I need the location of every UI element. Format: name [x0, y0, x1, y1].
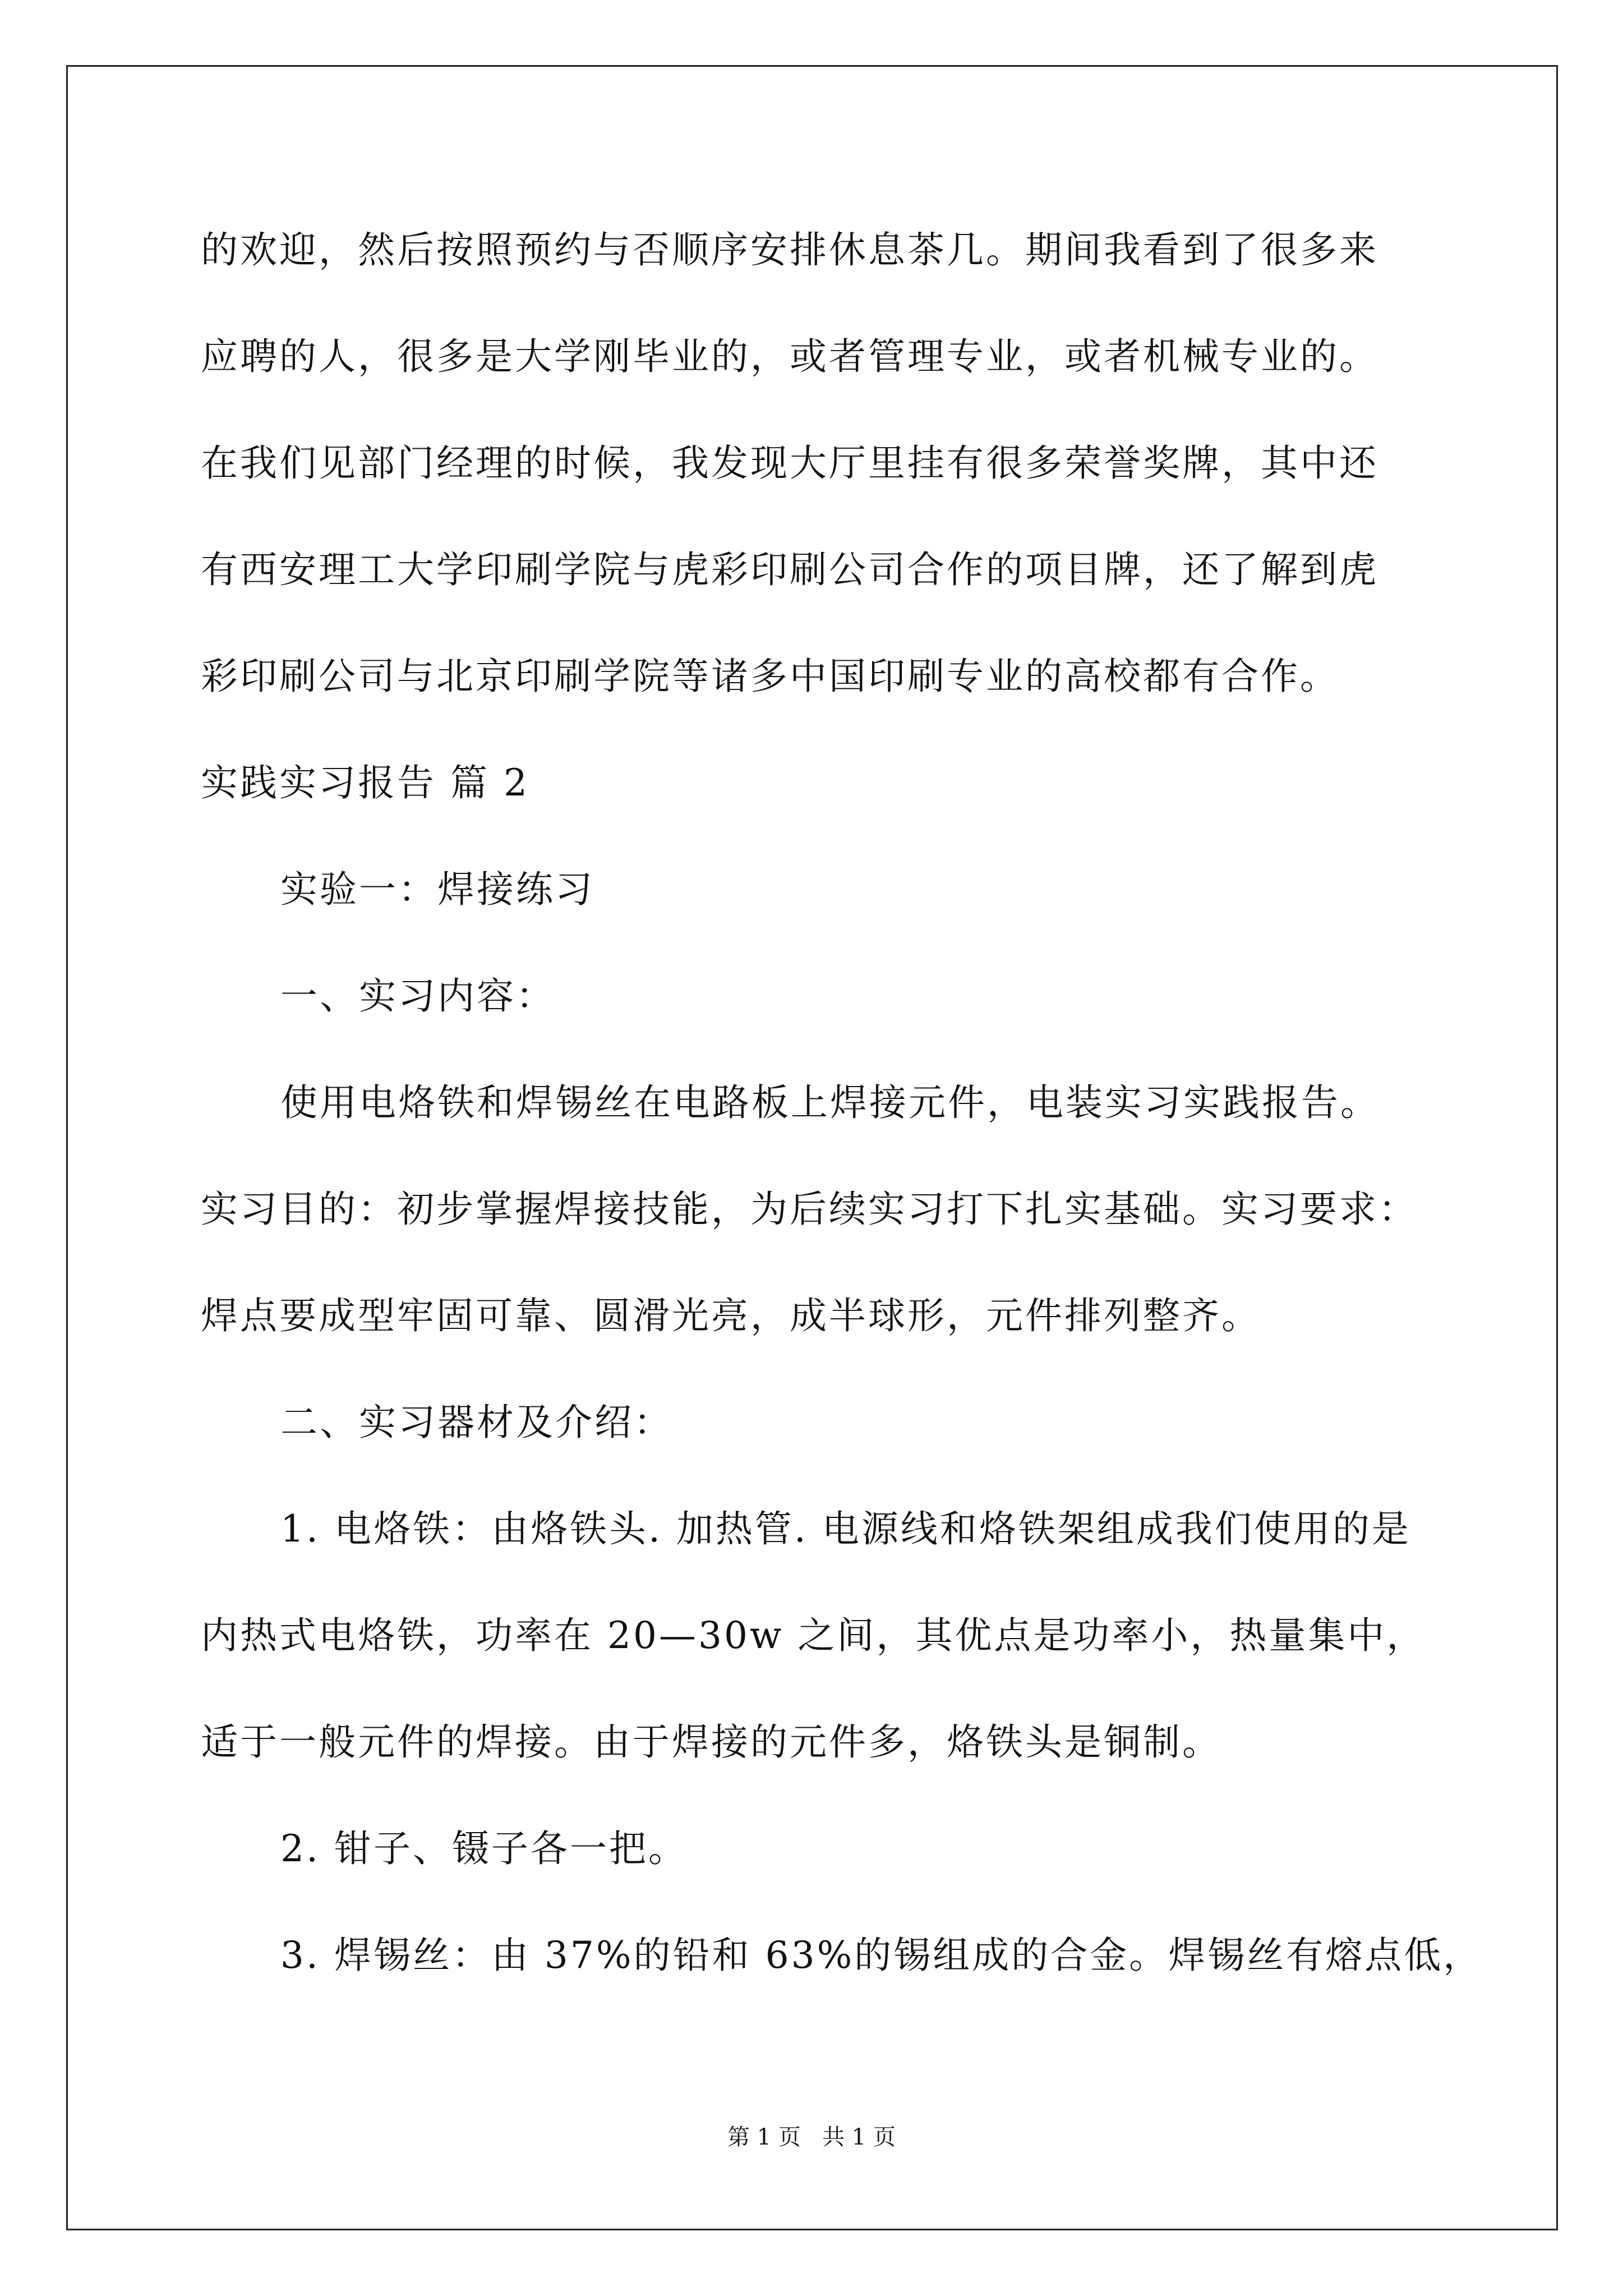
subheading: 实验一：焊接练习	[280, 868, 594, 911]
text-line: 焊点要成型牢固可靠、圆滑光亮，成半球形，元件排列整齐。	[201, 1294, 1261, 1337]
text-line: 应聘的人，很多是大学刚毕业的，或者管理专业，或者机械专业的。	[201, 335, 1378, 378]
text-line: 在我们见部门经理的时候，我发现大厅里挂有很多荣誉奖牌，其中还	[201, 441, 1378, 485]
section-heading: 实践实习报告 篇 2	[201, 761, 529, 804]
list-item: 3. 焊锡丝：由 37%的铅和 63%的锡组成的合金。焊锡丝有熔点低，	[280, 1934, 1483, 1977]
text-line: 适于一般元件的焊接。由于焊接的元件多，烙铁头是铜制。	[201, 1720, 1221, 1764]
list-item: 1. 电烙铁：由烙铁头. 加热管. 电源线和烙铁架组成我们使用的是	[280, 1507, 1411, 1550]
text-line: 有西安理工大学印刷学院与虎彩印刷公司合作的项目牌，还了解到虎	[201, 548, 1378, 591]
subheading: 一、实习内容：	[280, 974, 555, 1018]
text-line: 内热式电烙铁，功率在 20—30w 之间，其优点是功率小，热量集中，	[201, 1614, 1426, 1657]
text-line: 彩印刷公司与北京印刷学院等诸多中国印刷专业的高校都有合作。	[201, 655, 1339, 698]
list-item: 2. 钳子、镊子各一把。	[280, 1827, 688, 1870]
text-line: 实习目的：初步掌握焊接技能，为后续实习打下扎实基础。实习要求：	[201, 1188, 1418, 1231]
page-footer: 第 1 页 共 1 页	[727, 2124, 896, 2150]
subheading: 二、实习器材及介绍：	[280, 1401, 673, 1444]
text-line: 的欢迎，然后按照预约与否顺序安排休息茶几。期间我看到了很多来	[201, 228, 1378, 272]
text-line: 使用电烙铁和焊锡丝在电路板上焊接元件，电装实习实践报告。	[280, 1081, 1380, 1124]
document-body	[201, 219, 1483, 2031]
